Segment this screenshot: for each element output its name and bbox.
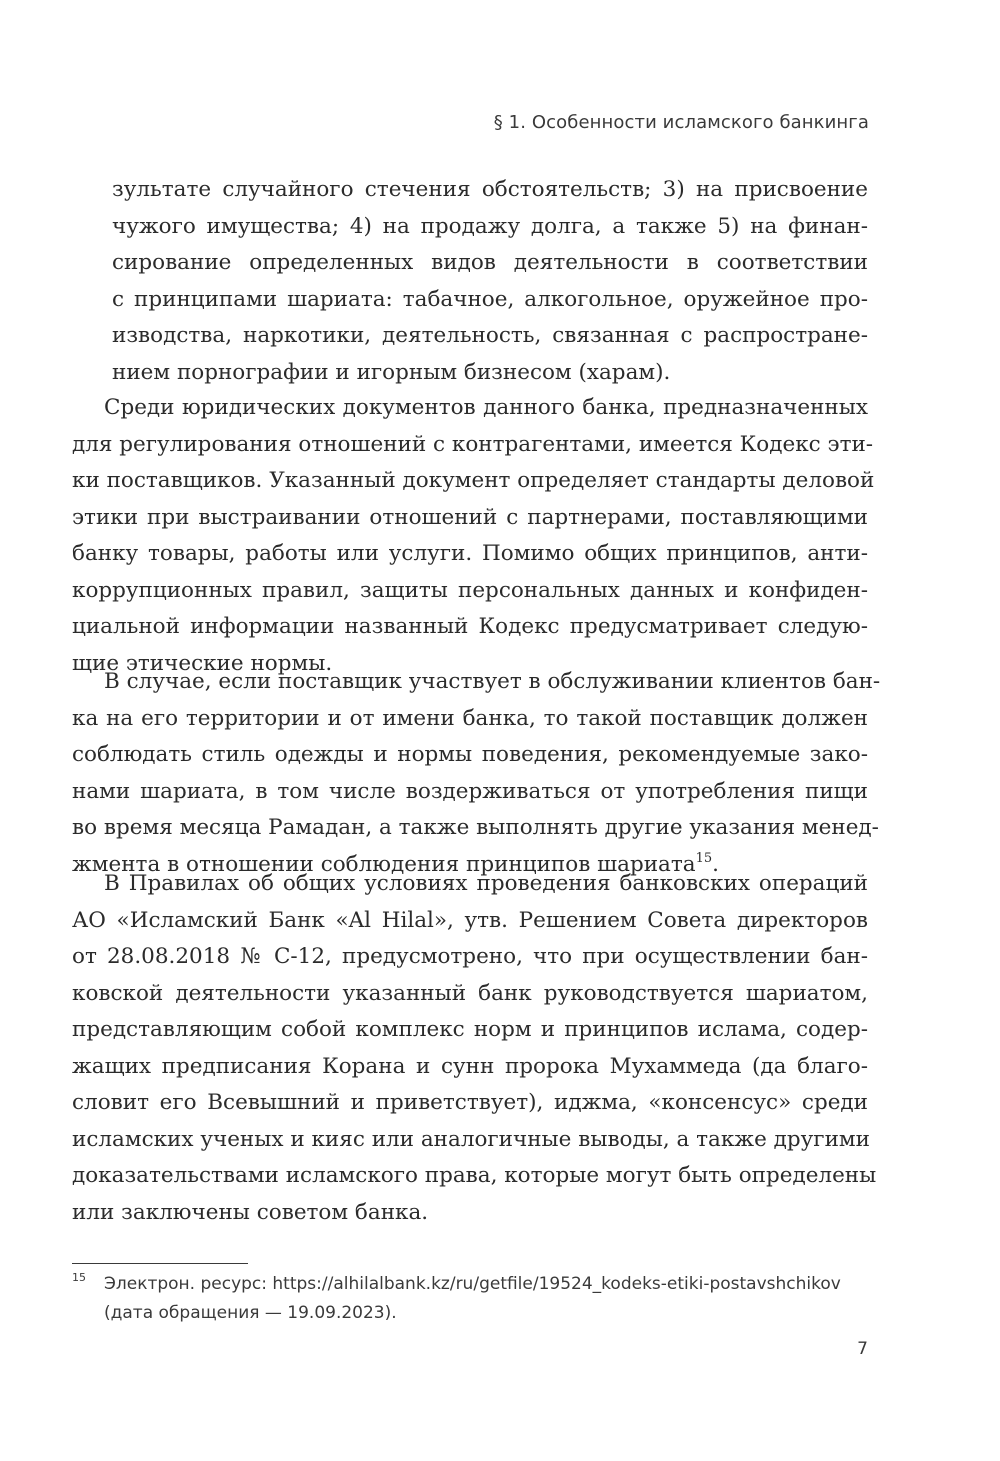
paragraph-line-text: жмента в отношении соблюдения принципов шариата (72, 851, 696, 877)
footnote-body (104, 1270, 868, 1328)
paragraph-line: или заключены советом банка. (72, 1199, 429, 1225)
footnote-access-date: (дата обращения — 19.09.2023). (104, 1303, 397, 1323)
paragraph-line: жащих предписания Корана и сунн пророка Мухаммеда (да благо- (72, 1053, 868, 1079)
paragraph-banking-rules (72, 866, 877, 1231)
footnote (72, 1270, 868, 1328)
paragraph-line: АО «Исламский Банк «Al Hilal», утв. Решением Совета директоров (72, 907, 868, 933)
paragraph-line: В Правилах об общих условиях проведения банковских операций (104, 871, 868, 896)
block-quote-line: с принципами шариата: табачное, алкогольное, оружейное про- (112, 286, 868, 312)
paragraph-line: ка на его территории и от имени банка, то такой поставщик должен (72, 705, 868, 731)
paragraph-line: ковской деятельности указанный банк руководствуется шариатом, (72, 980, 868, 1006)
paragraph-supplier-conduct (72, 664, 881, 883)
block-quote (112, 172, 868, 391)
paragraph-line: щие этические нормы. (72, 650, 333, 676)
paragraph-line: В случае, если поставщик участвует в обслуживании клиентов бан- (104, 669, 881, 694)
paragraph-supplier-code (72, 390, 875, 682)
block-quote-line: сирование определенных видов деятельности в соответствии (112, 250, 868, 275)
running-header: § 1. Особенности исламского банкинга (493, 112, 869, 133)
paragraph-line: во время месяца Рамадан, а также выполнять другие указания менед- (72, 815, 879, 840)
block-quote-line: зультате случайного стечения обстоятельств; 3) на присвоение (112, 177, 868, 202)
paragraph-line: исламских ученых и кияс или аналогичные выводы, а также другими (72, 1126, 870, 1152)
footnote-number: 15 (72, 1271, 86, 1284)
paragraph-line: нами шариата, в том числе воздерживаться от употребления пищи (72, 778, 868, 804)
page-number: 7 (857, 1339, 868, 1359)
footnote-divider (72, 1263, 248, 1264)
paragraph-line: Среди юридических документов данного банка, предназначенных (104, 395, 868, 420)
paragraph-line: соблюдать стиль одежды и нормы поведения, рекомендуемые зако- (72, 742, 868, 767)
paragraph-line: ки поставщиков. Указанный документ определяет стандарты деловой (72, 468, 875, 493)
block-quote-line: нием порнографии и игорным бизнесом (харам). (112, 359, 671, 385)
paragraph-line: для регулирования отношений с контрагентами, имеется Кодекс эти- (72, 431, 874, 457)
footnote-source: Электрон. ресурс: https://alhilalbank.kz/ru/getfile/19524_kodeks-etiki-postavshchikov (104, 1274, 841, 1294)
block-quote-line: изводства, наркотики, деятельность, связанная с распростране- (112, 323, 868, 348)
paragraph-line: этики при выстраивании отношений с партнерами, поставляющими (72, 504, 868, 530)
paragraph-line: циальной информации названный Кодекс предусматривает следую- (72, 614, 868, 639)
footnote-reference: 15 (695, 850, 713, 866)
paragraph-line: словит его Всевышний и приветствует), иджма, «консенсус» среди (72, 1090, 868, 1115)
paragraph-line: от 28.08.2018 № С-12, предусмотрено, что при осуществлении бан- (72, 944, 868, 969)
block-quote-line: чужого имущества; 4) на продажу долга, а также 5) на финан- (112, 213, 868, 239)
trailing-punctuation: . (712, 851, 719, 877)
paragraph-line: банку товары, работы или услуги. Помимо общих принципов, анти- (72, 541, 868, 566)
paragraph-line: коррупционных правил, защиты персональных данных и конфиден- (72, 577, 868, 603)
paragraph-line: доказательствами исламского права, которые могут быть определены (72, 1163, 877, 1188)
paragraph-line: представляющим собой комплекс норм и принципов ислама, содер- (72, 1017, 868, 1042)
